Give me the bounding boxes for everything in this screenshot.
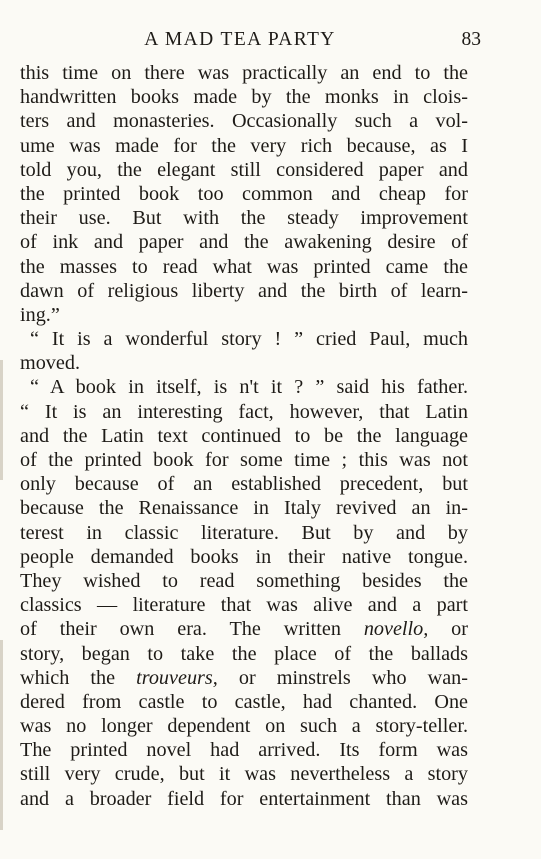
text-line: and the Latin text continued to be the language [20, 424, 468, 447]
text-line: was no longer dependent on such a story-teller. [20, 715, 468, 738]
text-line: ume was made for the very rich because, as I [20, 134, 468, 157]
text-line: ters and monasteries. Occasionally such a vol- [20, 110, 468, 133]
text-line: dawn of religious liberty and the birth of learn- [20, 279, 468, 302]
text-line: only because of an established precedent, but [20, 473, 468, 496]
text-line: and a broader field for entertainment than was [20, 787, 468, 810]
text-line: The printed novel had arrived. Its form was [20, 739, 468, 762]
body-text [20, 61, 468, 811]
text-line: handwritten books made by the monks in clois- [20, 86, 468, 109]
text-line: classics — literature that was alive and a part [20, 594, 468, 617]
page-edge-shadow [0, 640, 3, 830]
text-line: of the printed book for some time ; this was not [20, 449, 468, 471]
text-line: ing.” [20, 303, 60, 326]
italic-term: novello, [363, 618, 429, 641]
text-line: because the Renaissance in Italy revived an in- [20, 497, 468, 520]
text-line: this time on there was practically an end to the [20, 62, 468, 84]
text-line: dered from castle to castle, had chanted. One [20, 690, 468, 713]
page-header [0, 27, 541, 53]
text-line: the printed book too common and cheap for [20, 182, 468, 205]
text-line: still very crude, but it was nevertheless a story [20, 763, 468, 786]
italic-term: trouveurs, [136, 666, 218, 689]
page-number: 83 [461, 29, 481, 50]
text-line: of ink and paper and the awakening desire of [20, 231, 468, 254]
text-line: “ It is an interesting fact, however, that Latin [20, 400, 468, 423]
text-line: moved. [20, 352, 80, 375]
page-edge-shadow [0, 360, 3, 480]
text-line: the masses to read what was printed came the [20, 255, 468, 278]
text-line: “ It is a wonderful story ! ” cried Paul, much [30, 328, 468, 351]
text-line: which the trouveurs, or minstrels who wan- [20, 666, 468, 689]
text-line: terest in classic literature. But by and by [20, 521, 468, 544]
text-line: people demanded books in their native tongue. [20, 545, 468, 568]
text-line: story, began to take the place of the ballads [20, 642, 468, 665]
text-line: They wished to read something besides the [20, 569, 468, 592]
running-title: A MAD TEA PARTY [144, 29, 336, 50]
text-line: told you, the elegant still considered paper and [20, 158, 468, 181]
text-line: of their own era. The written novello, or [20, 618, 468, 641]
text-line: their use. But with the steady improvement [20, 207, 468, 230]
text-line: “ A book in itself, is n't it ? ” said his father. [30, 376, 468, 399]
